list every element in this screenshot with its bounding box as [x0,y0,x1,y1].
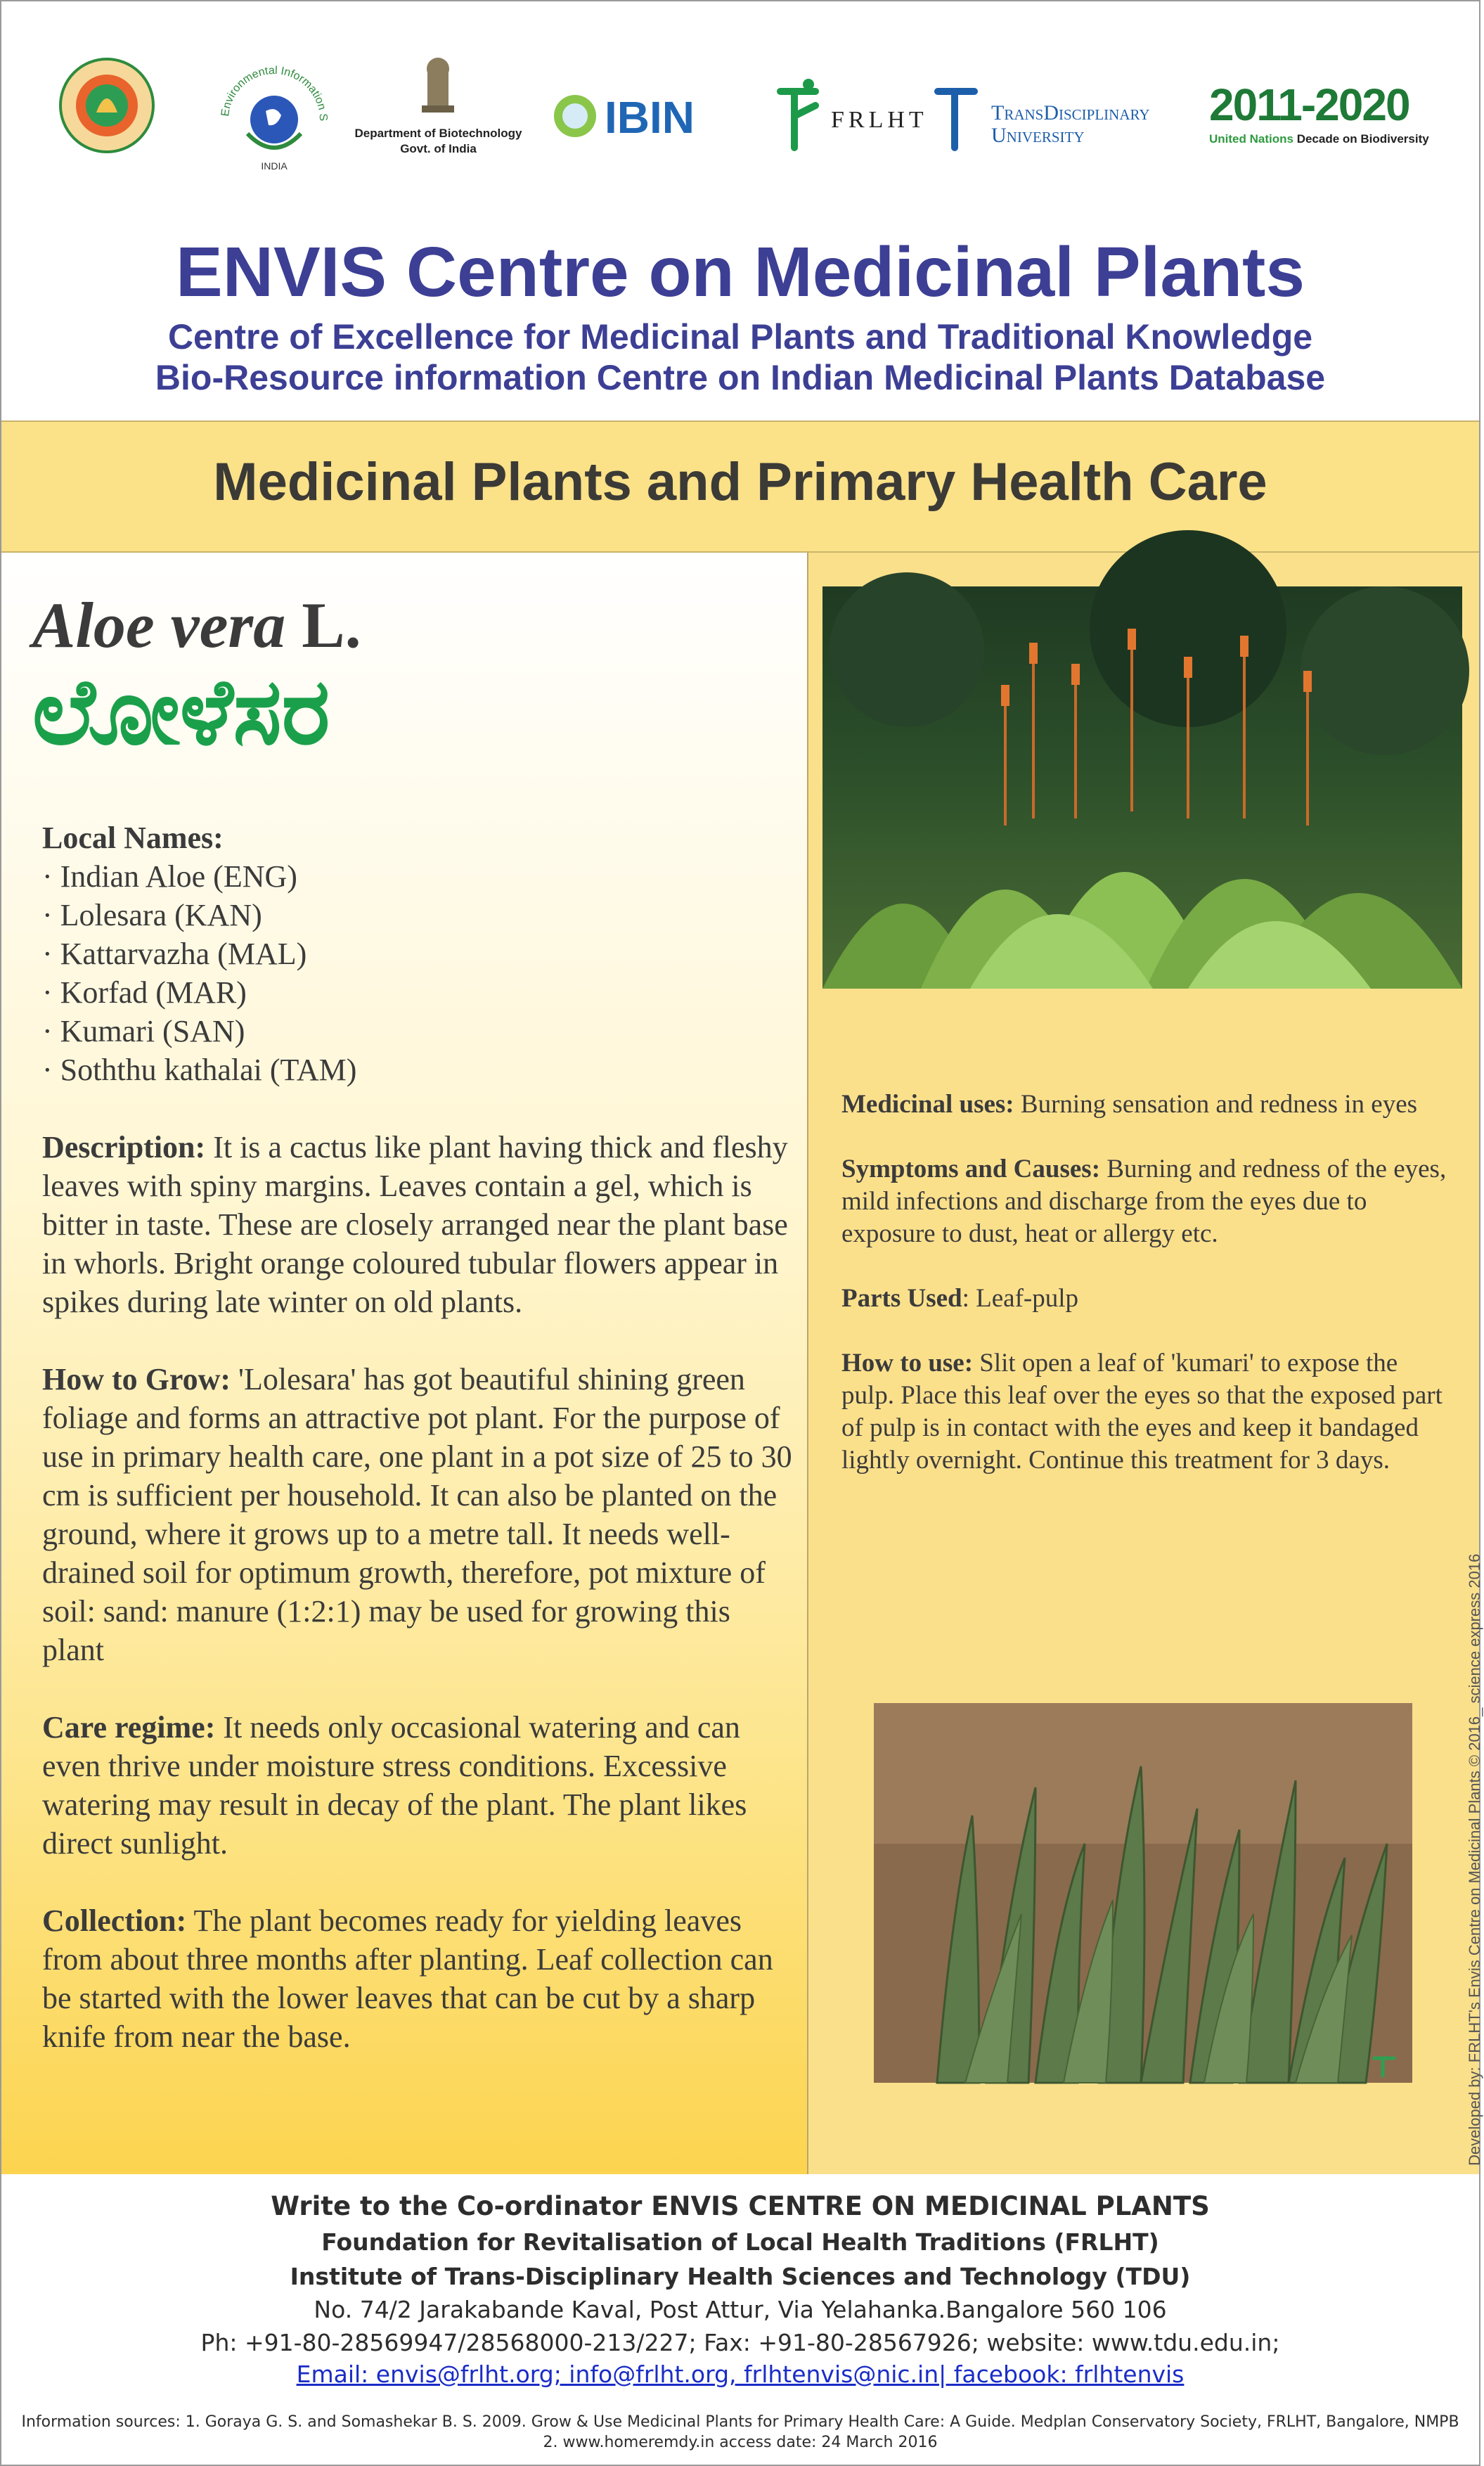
scientific-name [32,588,361,662]
subtitle-2: Bio-Resource information Centre on Indian Medicinal Plants Database [155,358,1326,397]
kannada-name: ಲೋಳೆಸರ [32,658,330,765]
local-names-heading: Local Names: [42,821,224,855]
banner-heading: Medicinal Plants and Primary Health Care [213,452,1267,512]
collection-label: Collection: [42,1903,187,1938]
section-banner [1,420,1479,553]
local-names [42,818,794,1089]
dbt-logo [349,52,528,172]
collection-text: The plant becomes ready for yielding leaves from about three months after planting. Leaf collection can be started with the lower leaves that can be cut by a sharp knife from near the base. [42,1903,773,2054]
howto-label: How to use: [841,1349,974,1378]
uses-paragraph [841,1088,1453,1121]
list-item: · Soththu kathalai (TAM) [42,1053,357,1087]
left-column [1,553,808,2174]
care-label: Care regime: [42,1710,216,1745]
ibin-text: IBIN [605,92,695,143]
decade-text: Decade on Biodiversity [1296,132,1429,146]
decade-un: United Nations [1209,132,1293,146]
footer-line-1: Write to the Co-ordinator ENVIS CENTRE ON MEDICINAL PLANTS [271,2191,1210,2221]
list-item: · Kumari (SAN) [42,1014,245,1048]
list-item: · Kattarvazha (MAL) [42,937,307,971]
grow-text: 'Lolesara' has got beautiful shining green foliage and forms an attractive pot plant. For the purpose of use in primary health care, one plant in a pot size of 25 to 30 cm is sufficient per household. It can also be planted on the ground, where it grows up to a metre tall. It needs well-drained soil for optimum growth, therefore, pot mixture of soil: sand: manure (1:2:1) may be used for growing this plant [42,1362,792,1667]
frlht-logo [766,77,928,155]
parts-text: : Leaf-pulp [962,1284,1079,1313]
subtitle-1: Centre of Excellence for Medicinal Plants and Traditional Knowledge [167,317,1313,357]
dbt-line2: Govt. of India [400,142,477,155]
footer-contact: Ph: +91-80-28569947/28568000-213/227; Fax: +91-80-28567926; website: www.tdu.edu.in; [200,2329,1280,2356]
list-item: · Lolesara (KAN) [42,898,262,932]
dbt-line1: Department of Biotechnology [354,127,522,140]
symptoms-paragraph [841,1153,1453,1250]
description-label: Description: [42,1130,206,1164]
list-item: · Indian Aloe (ENG) [42,859,297,894]
uses-text: Burning sensation and redness in eyes [1014,1090,1418,1119]
envis-arc-text: Environmental Information S [219,64,330,122]
symptoms-text: Burning and redness of the eyes, mild infections and discharge from the eyes due to exposure to dust, heat or allergy etc. [841,1155,1447,1248]
aloe-field-photo [822,586,1462,989]
page-title: ENVIS Centre on Medicinal Plants [176,233,1305,312]
ibin-logo [550,84,733,148]
list-item: · Korfad (MAR) [42,975,247,1010]
author-abbrev: L. [302,589,361,661]
care-paragraph [42,1708,794,1863]
symptoms-label: Symptoms and Causes: [841,1155,1101,1183]
footer-sources-2: 2. www.homeremdy.in access date: 24 March 2016 [543,2434,938,2451]
right-column [808,553,1479,2174]
grow-paragraph [42,1360,794,1669]
aloe-plants-photo [874,1703,1412,2083]
logo-row [0,42,1480,183]
collection-paragraph [42,1901,794,2056]
tdu-line1: TransDisciplinary [991,101,1150,124]
un-decade-logo [1206,79,1445,156]
howto-text: Slit open a leaf of 'kumari' to expose the pulp. Place this leaf over the eyes so that the exposed part of pulp is in contact with the eyes and keep it bandaged lightly overnight. Continue this treatment for 3 days. [841,1349,1443,1475]
howto-paragraph [841,1347,1453,1477]
grow-label: How to Grow: [42,1362,231,1396]
medicinal-plants-seal-logo [58,56,156,155]
tdu-logo [931,77,1191,155]
parts-label: Parts Used [841,1284,962,1313]
parts-paragraph [841,1283,1453,1315]
envis-logo [211,42,337,176]
left-body [42,818,794,2095]
care-text: It needs only occasional watering and can even thrive under moisture stress conditions. Excessive watering may result in decay of the plant. The plant likes direct sunlight. [42,1710,747,1861]
footer-line-3: Institute of Trans-Disciplinary Health Sciences and Technology (TDU) [290,2263,1191,2290]
tdu-line2: University [991,124,1085,147]
footer-address: No. 74/2 Jarakabande Kaval, Post Attur, Via Yelahanka.Bangalore 560 106 [314,2296,1167,2323]
envis-country: INDIA [261,160,288,172]
frlht-text: FRLHT [831,107,928,133]
footer [0,2174,1480,2451]
credit-text: Developed by: FRLHT's Envis Centre on Medicinal Plants © 2016_ science express 2016 [1466,1553,1483,2166]
footer-email-link[interactable]: Email: envis@frlht.org; info@frlht.org, frlhtenvis@nic.in| facebook: frlhtenvis [296,2361,1185,2388]
right-body [841,1088,1453,1509]
description-paragraph [42,1128,794,1321]
footer-sources-1: Information sources: 1. Goraya G. S. and Somashekar B. S. 2009. Grow & Use Medicinal Plants for Primary Health Care: A Guide. Medplan Conservatory Society, FRLHT, Bangalore, NMPB [21,2413,1459,2431]
decade-years: 2011-2020 [1209,79,1409,130]
genus-species: Aloe vera [32,589,286,661]
uses-label: Medicinal uses: [841,1090,1014,1119]
description-text: It is a cactus like plant having thick and fleshy leaves with spiny margins. Leaves contain a gel, which is bitter in taste. These are closely arranged near the plant base in whorls. Bright orange coloured tubular flowers appear in spikes during late winter on old plants. [42,1130,788,1319]
footer-line-2: Foundation for Revitalisation of Local Health Traditions (FRLHT) [321,2228,1159,2256]
